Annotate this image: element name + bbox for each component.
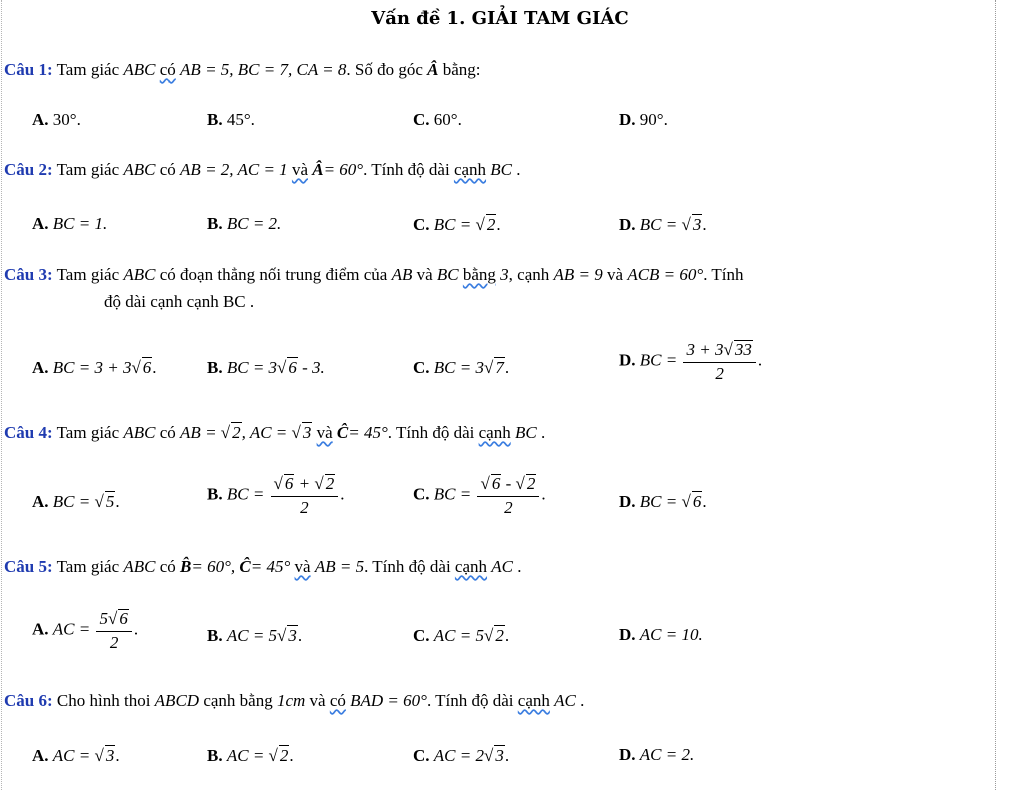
dot: .: [496, 215, 501, 234]
q5-angle-b-value: = 60°,: [191, 557, 236, 576]
q5-angle-b: B̂: [180, 557, 192, 576]
q5-option-c-value: AC = 5: [433, 626, 484, 645]
q3-option-d[interactable]: [619, 340, 762, 383]
q6-abcd: ABCD: [154, 691, 200, 710]
q5-text: Tam giác: [56, 557, 120, 576]
q4-option-a[interactable]: A. BC = √ 5.: [32, 492, 120, 511]
q1-condition: AB = 5, BC = 7, CA = 8: [180, 60, 347, 79]
q4-text-b: . Tính độ dài: [387, 423, 475, 442]
q3-text-c: , cạnh: [508, 265, 550, 284]
q3-bang: bằng: [462, 265, 496, 284]
q4-option-b-r1: 6: [284, 474, 294, 493]
q6-bad: BAD = 60°: [350, 691, 427, 710]
option-letter: D.: [619, 215, 636, 234]
q5-abc: ABC: [123, 557, 156, 576]
q6-ac: AC: [554, 691, 576, 710]
q3-end: .: [249, 292, 255, 311]
option-letter: C.: [413, 484, 430, 504]
q2-option-b[interactable]: [207, 214, 281, 234]
q3-text: Tam giác: [56, 265, 120, 284]
q5-option-d[interactable]: [619, 625, 703, 645]
question-2-label: Câu 2:: [4, 160, 53, 179]
q6-option-a[interactable]: A. AC = √ 3.: [32, 746, 120, 765]
q2-option-d[interactable]: D. BC = √ 3.: [619, 215, 707, 234]
option-letter: A.: [32, 619, 49, 639]
option-letter: A.: [32, 110, 49, 129]
q3-option-a-value: BC = 3 + 3: [52, 358, 132, 377]
q3-bc2: BC: [222, 292, 246, 311]
q6-value: 1: [276, 691, 286, 710]
q2-option-c-radicand: 2: [486, 215, 496, 234]
q3-ab: AB: [391, 265, 413, 284]
dot: .: [133, 619, 139, 639]
question-5: [4, 557, 522, 577]
q5-option-a[interactable]: [32, 609, 138, 652]
q1-text-b: . Số đo góc: [346, 60, 423, 79]
q5-angle-c-value: = 45°: [250, 557, 291, 576]
q1-angle: Â: [427, 60, 439, 79]
q4-option-b-value: BC =: [226, 484, 269, 504]
q3-option-b-post: - 3.: [297, 358, 325, 377]
q4-option-c-r2: 2: [526, 474, 536, 493]
question-4: Câu 4: Tam giác ABC có AB = √ 2, AC = √ 3 và Ĉ= 45°. Tính độ dài cạnh BC .: [4, 423, 546, 442]
q2-text: Tam giác: [56, 160, 120, 179]
option-letter: B.: [207, 110, 223, 129]
q4-option-c-op: -: [501, 474, 516, 493]
q5-option-c-radicand: 2: [495, 626, 504, 645]
q5-text-b: . Tính độ dài: [364, 557, 451, 576]
q6-option-a-radicand: 3: [105, 746, 115, 765]
q1-option-b[interactable]: [207, 110, 255, 130]
q4-bc: BC: [514, 423, 537, 442]
q2-va: và: [291, 160, 308, 179]
q4-option-c-value: BC =: [433, 484, 476, 504]
q2-option-a[interactable]: [32, 214, 107, 234]
q4-text: Tam giác: [56, 423, 120, 442]
q4-option-c-fraction: $\frac{√ 6 - √ 2}{2}$: [477, 474, 539, 517]
dot: .: [504, 746, 510, 765]
dot: .: [297, 626, 303, 645]
q5-option-c[interactable]: C. AC = 5√ 2.: [413, 626, 510, 645]
q2-end: .: [516, 160, 521, 179]
q6-option-c[interactable]: C. AC = 2√ 3.: [413, 746, 510, 765]
q5-ac: AC: [491, 557, 513, 576]
q6-text: Cho hình thoi: [56, 691, 151, 710]
q4-co: có: [159, 423, 176, 442]
q4-end: .: [540, 423, 546, 442]
q3-option-c[interactable]: C. BC = 3√ 7.: [413, 358, 510, 377]
option-letter: C.: [413, 110, 430, 129]
option-letter: D.: [619, 745, 636, 764]
q3-option-d-den: 2: [715, 363, 724, 383]
dot: .: [702, 492, 707, 511]
q4-ab-radicand: 2: [232, 423, 241, 442]
q5-option-a-value: AC =: [52, 619, 95, 639]
dot: .: [702, 215, 707, 234]
q6-text-c: . Tính độ dài: [426, 691, 514, 710]
q5-co: có: [159, 557, 176, 576]
q4-option-a-value: BC =: [52, 492, 95, 511]
q3-condition: AB = 9: [553, 265, 603, 284]
q5-end: .: [517, 557, 522, 576]
q5-va: và: [294, 557, 311, 576]
q4-ac: , AC =: [241, 423, 292, 442]
q3-option-d-fraction: $\frac{3 + 3√ 33}{2}$: [683, 340, 755, 383]
q6-va: và: [309, 691, 326, 710]
q3-text-b: có đoạn thẳng nối trung điểm của: [159, 265, 388, 284]
q6-option-d-value: AC = 2.: [639, 745, 695, 764]
q4-ac-radicand: 3: [302, 423, 312, 442]
option-letter: B.: [207, 626, 223, 645]
question-3: [4, 265, 744, 285]
q4-ab: AB =: [180, 423, 221, 442]
q3-option-d-radicand: 33: [734, 340, 752, 359]
q4-option-c[interactable]: [413, 474, 546, 517]
q4-option-b-den: 2: [300, 497, 309, 517]
q4-option-b-op: +: [294, 474, 315, 493]
q6-option-d[interactable]: [619, 745, 694, 765]
q4-va: và: [316, 423, 333, 442]
q4-option-d-radicand: 6: [692, 492, 702, 511]
q1-text-c: bằng:: [442, 60, 481, 79]
q1-option-a[interactable]: [32, 110, 81, 130]
q3-acb: ACB = 60°: [627, 265, 704, 284]
q4-canh: cạnh: [478, 423, 511, 442]
q3-option-b-radicand: 6: [288, 358, 297, 377]
q3-va2: và: [607, 265, 624, 284]
dot: .: [115, 746, 120, 765]
q4-option-c-den: 2: [504, 497, 513, 517]
q3-option-b[interactable]: B. BC = 3√ 6 - 3.: [207, 358, 325, 377]
option-letter: C.: [413, 358, 430, 377]
question-1: [4, 60, 481, 80]
option-letter: C.: [413, 746, 430, 765]
option-letter: D.: [619, 625, 636, 644]
option-letter: D.: [619, 492, 636, 511]
page-border-right: [995, 0, 996, 790]
q2-canh: cạnh: [453, 160, 487, 179]
q4-angle-value: = 45°: [348, 423, 388, 442]
dot: .: [152, 358, 157, 377]
option-letter: B.: [207, 746, 223, 765]
q6-unit: cm: [285, 691, 306, 710]
question-1-label: Câu 1:: [4, 60, 53, 79]
page-border-left: [1, 0, 2, 790]
option-letter: A.: [32, 358, 49, 377]
question-5-label: Câu 5:: [4, 557, 53, 576]
q2-co: có: [159, 160, 176, 179]
q6-option-b-value: AC =: [226, 746, 269, 765]
q6-co: có: [329, 691, 346, 710]
q6-text-b: cạnh bằng: [203, 691, 273, 710]
dot: .: [504, 358, 510, 377]
q3-option-a-radicand: 6: [142, 358, 152, 377]
dot: .: [541, 484, 546, 504]
q2-option-b-value: BC = 2.: [226, 214, 282, 233]
q5-option-a-fraction: $\frac{5√ 6}{2}$: [96, 609, 131, 652]
option-letter: A.: [32, 746, 49, 765]
question-3-label: Câu 3:: [4, 265, 53, 284]
q2-option-c-value: BC =: [433, 215, 476, 234]
q3-value: 3: [500, 265, 509, 284]
q1-option-d[interactable]: [619, 110, 668, 130]
dot: .: [115, 492, 120, 511]
q5-option-a-num: 5: [99, 609, 108, 628]
q3-option-c-value: BC = 3: [433, 358, 484, 377]
q5-option-b-radicand: 3: [288, 626, 297, 645]
q1-text: Tam giác: [56, 60, 120, 79]
question-6-label: Câu 6:: [4, 691, 53, 710]
option-letter: B.: [207, 358, 223, 377]
question-4-label: Câu 4:: [4, 423, 53, 442]
dot: .: [340, 484, 345, 504]
dot: .: [757, 350, 763, 370]
section-title: Vấn đề 1. GIẢI TAM GIÁC: [371, 8, 629, 29]
q3-option-a[interactable]: A. BC = 3 + 3√ 6.: [32, 358, 157, 377]
q2-option-d-value: BC =: [639, 215, 682, 234]
q6-option-b[interactable]: B. AC = √ 2.: [207, 746, 294, 765]
q3-option-d-value: BC =: [639, 350, 682, 370]
option-letter: C.: [413, 215, 430, 234]
q4-option-b-r2: 2: [325, 474, 335, 493]
question-3-line-2: [104, 292, 254, 312]
q3-va: và: [416, 265, 433, 284]
dot: .: [504, 626, 510, 645]
q2-bc: BC: [490, 160, 513, 179]
q2-angle: Â: [312, 160, 324, 179]
q4-option-d[interactable]: D. BC = √ 6.: [619, 492, 707, 511]
q1-option-d-value: 90°.: [639, 110, 668, 129]
q2-text-b: . Tính độ dài: [363, 160, 450, 179]
dot: .: [289, 746, 294, 765]
q5-option-b-value: AC = 5: [226, 626, 278, 645]
option-letter: B.: [207, 484, 223, 504]
q2-option-a-value: BC = 1.: [52, 214, 108, 233]
q5-option-a-den: 2: [109, 632, 119, 652]
q3-option-d-num: 3 + 3: [686, 340, 724, 359]
option-letter: A.: [32, 492, 49, 511]
question-6: [4, 691, 584, 711]
q3-abc: ABC: [123, 265, 156, 284]
q4-angle: Ĉ: [336, 423, 349, 442]
option-letter: C.: [413, 626, 430, 645]
q3-bc: BC: [436, 265, 459, 284]
q5-condition: AB = 5: [314, 557, 365, 576]
q5-angle-c: Ĉ: [239, 557, 251, 576]
q2-option-d-radicand: 3: [692, 215, 702, 234]
option-letter: D.: [619, 110, 636, 129]
q4-abc: ABC: [123, 423, 156, 442]
q5-option-d-value: AC = 10.: [639, 625, 703, 644]
question-2: [4, 160, 521, 180]
q6-option-a-value: AC =: [52, 746, 95, 765]
q1-option-b-value: 45°.: [226, 110, 255, 129]
q6-option-b-radicand: 2: [279, 746, 289, 765]
q6-end: .: [580, 691, 585, 710]
q3-line2-text: độ dài cạnh cạnh: [104, 292, 219, 311]
q5-canh: cạnh: [454, 557, 488, 576]
q4-option-c-r1: 6: [491, 474, 501, 493]
q3-text-d: . Tính: [703, 265, 744, 284]
option-letter: A.: [32, 214, 49, 233]
q1-co: có: [159, 60, 176, 79]
q1-option-a-value: 30°.: [52, 110, 81, 129]
q3-option-c-radicand: 7: [495, 358, 504, 377]
q6-option-c-radicand: 3: [495, 746, 504, 765]
q1-option-c-value: 60°.: [433, 110, 462, 129]
q4-option-d-value: BC =: [639, 492, 682, 511]
q5-option-b[interactable]: B. AC = 5√ 3.: [207, 626, 303, 645]
q6-canh: cạnh: [517, 691, 550, 710]
q6-option-c-value: AC = 2: [433, 746, 484, 765]
q1-option-c[interactable]: [413, 110, 462, 130]
q4-option-b[interactable]: [207, 474, 344, 517]
q1-abc: ABC: [123, 60, 156, 79]
q4-option-a-radicand: 5: [105, 492, 115, 511]
option-letter: D.: [619, 350, 636, 370]
q2-condition: AB = 2, AC = 1: [180, 160, 288, 179]
q2-abc: ABC: [123, 160, 156, 179]
q5-option-a-radicand: 6: [119, 609, 128, 628]
q2-option-c[interactable]: C. BC = √ 2.: [413, 215, 501, 234]
option-letter: B.: [207, 214, 223, 233]
q3-option-b-value: BC = 3: [226, 358, 278, 377]
q4-option-b-fraction: $\frac{√ 6 + √ 2}{2}$: [271, 474, 339, 517]
q2-angle-value: = 60°: [323, 160, 364, 179]
